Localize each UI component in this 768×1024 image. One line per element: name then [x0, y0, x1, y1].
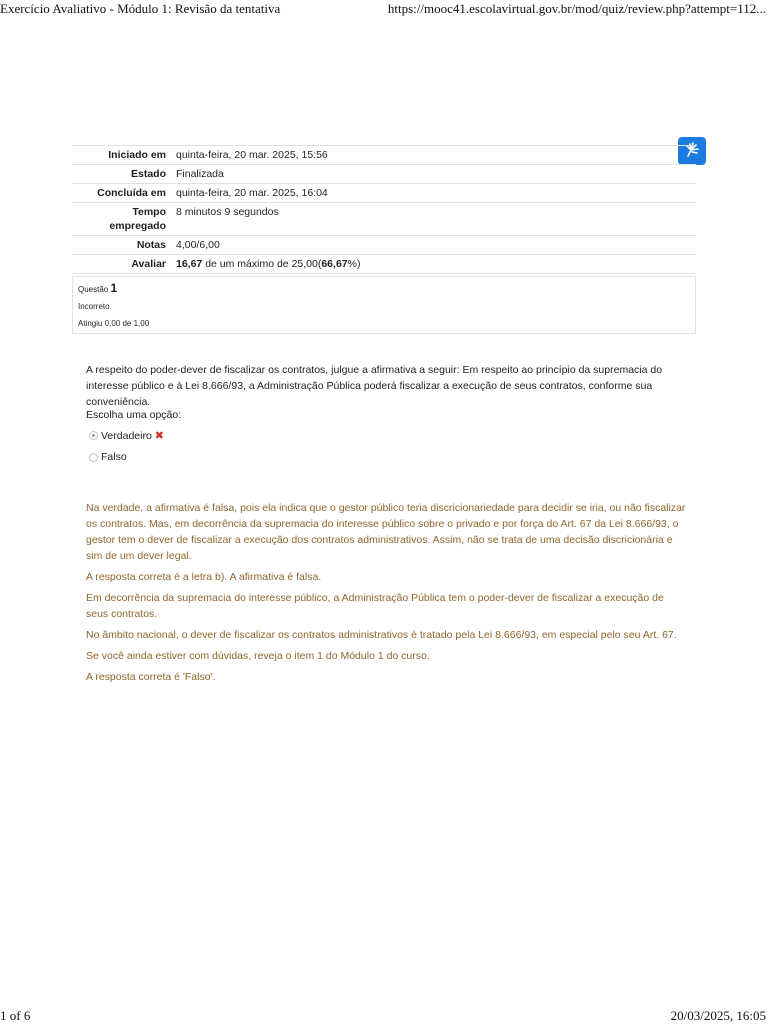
question-number — [78, 281, 690, 297]
print-title: Exercício Avaliativo - Módulo 1: Revisão da tentativa — [0, 1, 281, 16]
state-value: Finalizada — [176, 168, 224, 180]
question-text: A respeito do poder-dever de fiscalizar os contratos, julgue a afirmativa a seguir: Em respeito ao princípio da supremacia do interesse público e à Lei 8.666/93, a Administração Pública poderá fiscalizar a execução de seus contratos, conforme sua conveniência. — [86, 364, 663, 408]
feedback-paragraph-1: Na verdade, a afirmativa é falsa, pois ela indica que o gestor público teria discricionariedade para decidir se iria, ou não fiscalizar os contratos. Mas, em decorrência da supremacia do interesse público sobre o privado e por força do Art. 67 da Lei 8.666/93, o gestor tem o dever de fiscalizar a execução dos contratos administrativos. Assim, não se trata de uma decisão discricionária e sim de um dever legal. — [86, 502, 686, 562]
summary-row-state — [72, 165, 696, 184]
feedback-paragraph-4: No âmbito nacional, o dever de fiscalizar os contratos administrativos é tratado pela Lei 8.666/93, em especial pelo seu Art. 67. — [86, 629, 677, 641]
radio-verdadeiro[interactable] — [89, 431, 98, 440]
feedback-paragraph-2: A resposta correta é a letra b). A afirmativa é falsa. — [86, 571, 322, 583]
question-grade: Atingiu 0,00 de 1,00 — [78, 319, 150, 328]
incorrect-icon: ✖ — [154, 430, 165, 442]
question-state: Incorreto — [78, 302, 110, 311]
answer-label-falso: Falso — [101, 451, 127, 463]
print-datetime: 20/03/2025, 16:05 — [670, 1008, 766, 1023]
grade-value-cell — [172, 255, 696, 274]
summary-row-completed — [72, 184, 696, 203]
question-number-value: 1 — [110, 281, 118, 295]
print-header — [0, 0, 768, 18]
time-label-line1: Tempo — [132, 206, 166, 218]
summary-row-marks — [72, 236, 696, 255]
page-counter: 1 of 6 — [0, 1008, 31, 1023]
radio-falso[interactable] — [89, 453, 98, 462]
grade-label: Avaliar — [131, 258, 166, 270]
summary-row-started — [72, 146, 696, 165]
grade-value: 16,67 — [176, 258, 203, 270]
summary-row-grade — [72, 255, 696, 274]
feedback-paragraph-5: Se você ainda estiver com dúvidas, reveja o item 1 do Módulo 1 do curso. — [86, 650, 430, 662]
feedback-correct-answer: A resposta correta é 'Falso'. — [86, 671, 216, 683]
grade-text: de um máximo de 25,00( — [202, 258, 322, 270]
feedback-section — [86, 500, 686, 690]
completed-value: quinta-feira, 20 mar. 2025, 16:04 — [176, 187, 328, 199]
attempt-summary-table — [72, 145, 696, 274]
completed-label: Concluída em — [97, 187, 166, 199]
marks-label: Notas — [136, 239, 166, 251]
question-info-box — [72, 276, 696, 334]
answer-option-falso[interactable] — [89, 451, 127, 463]
time-label-line2: empregado — [109, 220, 166, 232]
question-label: Questão — [78, 285, 111, 294]
time-label — [72, 203, 172, 236]
grade-percent: 66,67 — [321, 258, 348, 270]
answer-prompt: Escolha uma opção: — [86, 409, 182, 421]
grade-suffix: %) — [347, 258, 361, 270]
answer-label-verdadeiro: Verdadeiro — [101, 429, 152, 442]
started-value: quinta-feira, 20 mar. 2025, 15:56 — [176, 149, 328, 161]
print-footer — [0, 1006, 768, 1024]
time-value: 8 minutos 9 segundos — [176, 206, 279, 218]
summary-row-time — [72, 203, 696, 236]
print-url: https://mooc41.escolavirtual.gov.br/mod/quiz/review.php?attempt=112... — [387, 1, 766, 16]
state-label: Estado — [130, 168, 166, 180]
started-label: Iniciado em — [108, 149, 166, 161]
feedback-paragraph-3: Em decorrência da supremacia do interesse público, a Administração Pública tem o poder-dever de fiscalizar a execução de seus contratos. — [86, 592, 664, 620]
answer-option-verdadeiro[interactable] — [89, 429, 164, 442]
marks-value: 4,00/6,00 — [176, 239, 220, 251]
